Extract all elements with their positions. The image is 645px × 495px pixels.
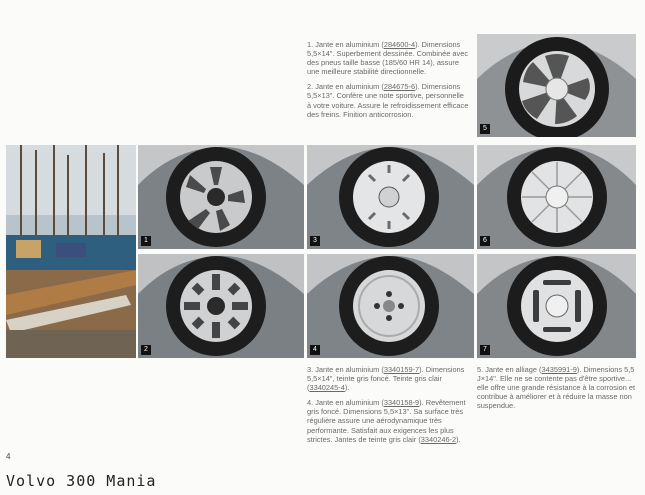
caption-1: 1. Jante en aluminium (284600-4). Dimensions 5,5×14". Superbement dessinée. Combinée avec des pneus taille basse (185/60 HR 14), assure une meilleure stabilité directionnelle. — [307, 40, 469, 77]
caption-block-bottom-right — [477, 365, 637, 416]
wheel-photo-7 — [477, 254, 636, 358]
wheel-label-1: 1 — [141, 236, 151, 246]
wheel-5-image — [477, 34, 636, 137]
caption-5: 5. Jante en alliage (3435991-9). Dimensions 5,5 J×14". Elle ne se contente pas d'être sportive... elle offre une grande résistance à la corrosion et contribue à améliorer et à réduire la masse non suspendue. — [477, 365, 636, 411]
wheel-photo-6 — [477, 145, 636, 249]
caption-block-top — [307, 40, 469, 125]
wheel-7-image — [477, 254, 636, 358]
wheel-2-image — [138, 254, 304, 358]
caption-block-bottom-left — [307, 365, 469, 450]
harbour-image — [6, 145, 136, 358]
part-number: 3340246-2 — [420, 434, 457, 444]
part-number: 3435991-9 — [541, 365, 577, 374]
footer-title: Volvo 300 Mania — [6, 472, 157, 490]
caption-2: 2. Jante en aluminium (284675-6). Dimensions 5,5×13". Confère une note sportive, personnelle à votre voiture. Assure le refroidissement efficace des freins. Finition anticorrosion. — [307, 82, 469, 119]
wheel-photo-4 — [307, 254, 474, 358]
caption-4: 4. Jante en aluminium (3340158-9). Revêtement gris foncé. Dimensions 5,5×13". Sa surface très régulière assure une aérodynamique très performante. Satisfait aux exigences les plus strictes. Jantes de teinte gris clair (3340246-2). — [307, 398, 466, 444]
wheel-3-image — [307, 145, 474, 249]
wheel-photo-2 — [138, 254, 304, 358]
part-number: 3340158-9 — [383, 398, 420, 408]
wheel-label-4: 4 — [310, 345, 320, 355]
wheel-4-image — [307, 254, 474, 358]
wheel-label-2: 2 — [141, 345, 151, 355]
part-number: 3340245-4 — [309, 383, 345, 393]
caption-3: 3. Jante en aluminium (3340159-7). Dimensions 5,5×14", teinte gris foncé. Teinte gris clair (3340245-4). — [307, 365, 465, 393]
wheel-photo-5 — [477, 34, 636, 137]
part-number: 3340159-7 — [383, 365, 420, 374]
harbour-photo — [6, 145, 136, 358]
part-number: 284675-6 — [383, 82, 416, 92]
page-number: 4 — [6, 452, 11, 461]
wheel-1-image — [138, 145, 304, 249]
wheel-label-6: 6 — [480, 236, 490, 246]
part-number: 284600-4 — [383, 40, 416, 49]
wheel-photo-1 — [138, 145, 304, 249]
wheel-label-3: 3 — [310, 236, 320, 246]
wheel-label-7: 7 — [480, 345, 490, 355]
wheel-label-5: 5 — [480, 124, 490, 134]
wheel-6-image — [477, 145, 636, 249]
wheel-photo-3 — [307, 145, 474, 249]
